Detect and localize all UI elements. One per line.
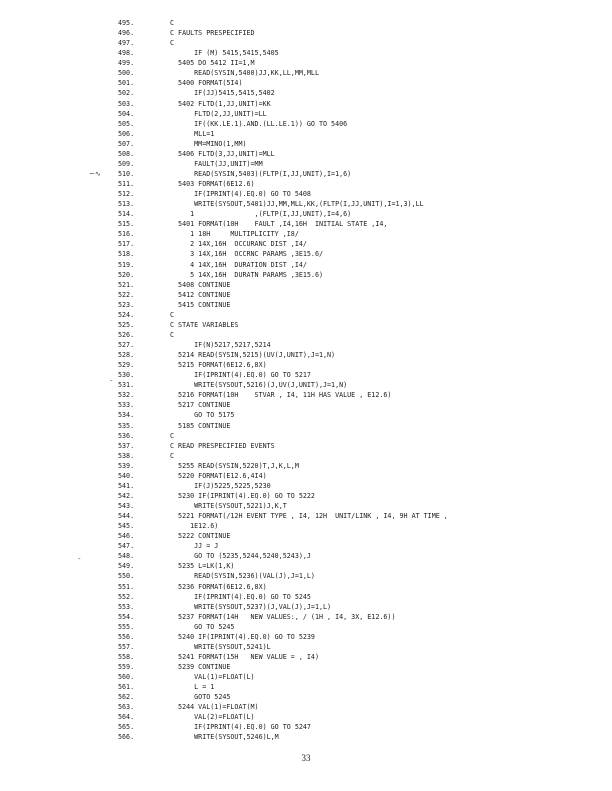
line-number: 538. (118, 451, 135, 460)
code-text: JJ = J (170, 542, 219, 551)
code-line (118, 531, 598, 541)
code-text: READ(SYSIN,5236)(VAL(J),J=1,L) (170, 572, 315, 581)
code-text: 5412 CONTINUE (170, 290, 231, 299)
code-text: FLTD(2,JJ,UNIT)=LL (170, 109, 267, 118)
code-line (118, 129, 598, 139)
code-text: IF(N)5217,5217,5214 (170, 341, 271, 349)
line-number: 558. (118, 652, 135, 661)
code-text: 1E12.6) (170, 522, 219, 531)
code-text: WRITE(SYSOUT,5221)J,K,T (170, 502, 287, 510)
line-number: 562. (118, 693, 135, 702)
code-line (118, 662, 598, 672)
code-line (118, 410, 598, 420)
code-line (118, 471, 598, 481)
code-text: IF (M) 5415,5415,5405 (170, 49, 279, 58)
line-number: 552. (118, 592, 135, 601)
page-number: 33 (301, 753, 311, 763)
code-text: FAULT(JJ,UNIT)=MM (170, 159, 263, 168)
code-line (118, 239, 598, 249)
line-number: 501. (118, 79, 135, 88)
code-text: GO TO 5245 (170, 622, 235, 631)
line-number: 540. (118, 471, 135, 480)
line-number: 503. (118, 99, 135, 108)
code-line (118, 582, 598, 592)
code-text: 5402 FLTD(1,JJ,UNIT)=KK (170, 99, 271, 108)
code-line (118, 260, 598, 270)
code-listing (118, 18, 598, 743)
code-text: WRITE(SYSOUT,5241)L (170, 642, 271, 651)
line-number: 553. (118, 602, 135, 611)
code-text: 5405 DO 5412 II=1,M (170, 59, 255, 68)
code-text: C STATE VARIABLES (170, 320, 239, 329)
code-line (118, 119, 598, 129)
code-line (118, 179, 598, 189)
line-number: 539. (118, 461, 135, 470)
code-text: C FAULTS PRESPECIFIED (170, 29, 255, 38)
line-number: 518. (118, 250, 135, 259)
line-number: 511. (118, 180, 135, 188)
code-line (118, 592, 598, 602)
code-text: 5240 IF(IPRINT(4).EQ.0) GO TO 5239 (170, 632, 315, 641)
code-text: C (170, 39, 175, 48)
line-number: 527. (118, 341, 135, 349)
line-number: 561. (118, 683, 135, 692)
code-text: MLL=1 (170, 129, 215, 138)
code-line (118, 541, 598, 551)
code-line (118, 481, 598, 491)
code-text: C (170, 19, 175, 27)
margin-mark: - (78, 555, 81, 563)
code-text: 5244 VAL(1)=FLOAT(M) (170, 703, 259, 712)
code-text: READ(SYSIN,5400)JJ,KK,LL,MM,MLL (170, 69, 319, 78)
code-text: 4 14X,16H DURATION DIST ,I4/ (170, 260, 307, 269)
line-number: 526. (118, 330, 135, 339)
code-text: IF(IPRINT(4).EQ.0) GO TO 5408 (170, 190, 311, 199)
code-text: 5217 CONTINUE (170, 401, 231, 410)
code-text: GO TO (5235,5244,5240,5243),J (170, 552, 311, 561)
code-line (118, 109, 598, 119)
code-line (118, 340, 598, 350)
line-number: 498. (118, 49, 135, 58)
line-number: 536. (118, 431, 135, 440)
line-number: 500. (118, 69, 135, 78)
code-line (118, 521, 598, 531)
line-number: 521. (118, 280, 135, 289)
line-number: 551. (118, 582, 135, 591)
code-line (118, 551, 598, 561)
line-number: 531. (118, 381, 135, 390)
code-text: IF(IPRINT(4).EQ.0) GO TO 5247 (170, 723, 311, 732)
code-line (118, 732, 598, 742)
code-line (118, 350, 598, 360)
code-line (118, 189, 598, 199)
code-line (118, 642, 598, 652)
code-text: IF(IPRINT(4).EQ.0) GO TO 5217 (170, 371, 311, 380)
line-number: 560. (118, 673, 135, 682)
code-line (118, 441, 598, 451)
code-text: IF(IPRINT(4).EQ.0) GO TO 5245 (170, 592, 311, 601)
code-line (118, 370, 598, 380)
code-text: 5235 L=LK(1,K) (170, 562, 235, 571)
code-line (118, 169, 598, 179)
code-text: 5216 FORMAT(10H STVAR , I4, 11H HAS VALUE , E12.6) (170, 391, 392, 400)
code-line (118, 199, 598, 209)
line-number: 523. (118, 300, 135, 309)
code-text: 5221 FORMAT(/12H EVENT TYPE , I4, 12H UNIT/LINK , I4, 9H AT TIME , (170, 512, 448, 521)
code-line (118, 209, 598, 219)
code-line (118, 511, 598, 521)
line-number: 547. (118, 542, 135, 551)
line-number: 544. (118, 512, 135, 521)
code-text: VAL(1)=FLOAT(L) (170, 673, 255, 682)
code-line (118, 501, 598, 511)
code-line (118, 421, 598, 431)
line-number: 504. (118, 109, 135, 118)
line-number: 495. (118, 19, 135, 27)
code-line (118, 682, 598, 692)
line-number: 505. (118, 119, 135, 128)
code-line (118, 149, 598, 159)
code-line (118, 48, 598, 58)
code-text: 5236 FORMAT(6E12.6,8X) (170, 582, 267, 591)
code-text: 2 14X,16H OCCURANC DIST ,I4/ (170, 240, 307, 249)
code-text: WRITE(SYSOUT,5401)JJ,MM,MLL,KK,(FLTP(I,JJ,UNIT),I=1,3),LL (170, 200, 424, 209)
line-number: 565. (118, 723, 135, 732)
code-text: C READ PRESPECIFIED EVENTS (170, 441, 275, 450)
line-number: 557. (118, 642, 135, 651)
code-text: 5220 FORMAT(E12.6,4I4) (170, 471, 267, 480)
code-line (118, 622, 598, 632)
code-text: WRITE(SYSOUT,5246)L,M (170, 733, 279, 742)
line-number: 510. (118, 169, 135, 178)
code-text: GOTO 5245 (170, 693, 231, 702)
code-line (118, 602, 598, 612)
code-line (118, 58, 598, 68)
line-number: 529. (118, 361, 135, 370)
line-number: 534. (118, 411, 135, 420)
code-line (118, 38, 598, 48)
code-line (118, 390, 598, 400)
code-line (118, 290, 598, 300)
code-text: IF(J)5225,5225,5230 (170, 481, 271, 490)
code-text: C (170, 330, 175, 339)
line-number: 556. (118, 632, 135, 641)
code-line (118, 139, 598, 149)
code-line (118, 249, 598, 259)
code-line (118, 330, 598, 340)
line-number: 524. (118, 310, 135, 319)
code-line (118, 491, 598, 501)
code-line (118, 300, 598, 310)
code-text: GO TO 5175 (170, 411, 235, 420)
code-line (118, 78, 598, 88)
code-line (118, 632, 598, 642)
line-number: 515. (118, 220, 135, 229)
code-line (118, 652, 598, 662)
code-text: 5241 FORMAT(15H NEW VALUE = , I4) (170, 652, 319, 661)
code-line (118, 229, 598, 239)
line-number: 535. (118, 421, 135, 430)
line-number: 522. (118, 290, 135, 299)
code-text: 5239 CONTINUE (170, 663, 231, 671)
line-number: 516. (118, 230, 135, 239)
line-number: 508. (118, 149, 135, 158)
code-line (118, 360, 598, 370)
code-text: 5400 FORMAT(5I4) (170, 79, 243, 88)
code-line (118, 68, 598, 78)
line-number: 496. (118, 29, 135, 38)
margin-mark: ~∿ (89, 170, 101, 178)
code-text: IF((KK.LE.1).AND.(LL.LE.1)) GO TO 5406 (170, 119, 348, 128)
code-text: 5401 FORMAT(10H FAULT ,I4,16H INITIAL STATE ,I4, (170, 220, 388, 229)
code-text: 5222 CONTINUE (170, 532, 231, 541)
line-number: 507. (118, 139, 135, 148)
code-line (118, 461, 598, 471)
code-line (118, 28, 598, 38)
code-line (118, 722, 598, 732)
code-text: MM=MINO(1,MM) (170, 139, 247, 148)
code-text: 1 18H MULTIPLICITY ,I8/ (170, 230, 299, 239)
code-line (118, 672, 598, 682)
code-text: 5237 FORMAT(14H NEW VALUES:, / (1H , I4, 3X, E12.6)) (170, 612, 396, 621)
line-number: 509. (118, 159, 135, 168)
code-line (118, 88, 598, 98)
code-text: READ(SYSIN,5403)(FLTP(I,JJ,UNIT),I=1,6) (170, 169, 352, 178)
code-line (118, 612, 598, 622)
line-number: 513. (118, 200, 135, 209)
code-text: 5403 FORMAT(6E12.6) (170, 180, 255, 188)
code-text: IF(JJ)5415,5415,5402 (170, 89, 275, 98)
line-number: 566. (118, 733, 135, 742)
code-text: VAL(2)=FLOAT(L) (170, 713, 255, 722)
code-line (118, 280, 598, 290)
code-text: WRITE(SYSOUT,5216)(J,UV(J,UNIT),J=1,N) (170, 381, 348, 390)
line-number: 530. (118, 371, 135, 380)
line-number: 520. (118, 270, 135, 279)
code-text: 5214 READ(SYSIN,5215)(UV(J,UNIT),J=1,N) (170, 351, 336, 360)
code-line (118, 400, 598, 410)
line-number: 550. (118, 572, 135, 581)
line-number: 543. (118, 502, 135, 510)
line-number: 519. (118, 260, 135, 269)
code-line (118, 310, 598, 320)
line-number: 555. (118, 622, 135, 631)
code-text: 5230 IF(IPRINT(4).EQ.0) GO TO 5222 (170, 491, 315, 500)
line-number: 517. (118, 240, 135, 249)
code-line (118, 571, 598, 581)
line-number: 514. (118, 210, 135, 219)
code-line (118, 159, 598, 169)
code-text: C (170, 310, 175, 319)
code-text: C (170, 431, 175, 440)
line-number: 506. (118, 129, 135, 138)
line-number: 525. (118, 320, 135, 329)
line-number: 554. (118, 612, 135, 621)
line-number: 549. (118, 562, 135, 571)
line-number: 499. (118, 59, 135, 68)
line-number: 497. (118, 39, 135, 48)
code-text: 5255 READ(SYSIN,5220)T,J,K,L,M (170, 461, 299, 470)
line-number: 537. (118, 441, 135, 450)
code-line (118, 99, 598, 109)
code-line (118, 692, 598, 702)
code-line (118, 702, 598, 712)
margin-mark: - (110, 377, 113, 385)
code-text: 5406 FLTD(3,JJ,UNIT)=MLL (170, 149, 275, 158)
line-number: 559. (118, 663, 135, 671)
code-text: 5215 FORMAT(6E12.6,8X) (170, 361, 267, 370)
code-text: C (170, 451, 175, 460)
code-line (118, 320, 598, 330)
code-line (118, 712, 598, 722)
code-text: 5408 CONTINUE (170, 280, 231, 289)
line-number: 502. (118, 89, 135, 98)
code-text: 5185 CONTINUE (170, 421, 231, 430)
code-line (118, 451, 598, 461)
code-line (118, 380, 598, 390)
line-number: 548. (118, 552, 135, 561)
line-number: 563. (118, 703, 135, 712)
line-number: 541. (118, 481, 135, 490)
line-number: 528. (118, 351, 135, 360)
code-text: 5 14X,16H DURATN PARAMS ,3E15.6) (170, 270, 323, 279)
code-line (118, 270, 598, 280)
line-number: 512. (118, 190, 135, 199)
line-number: 533. (118, 401, 135, 410)
code-line (118, 219, 598, 229)
code-line (118, 431, 598, 441)
code-line (118, 18, 598, 28)
code-text: WRITE(SYSOUT,5237)(J,VAL(J),J=1,L) (170, 602, 332, 611)
line-number: 532. (118, 391, 135, 400)
line-number: 545. (118, 522, 135, 531)
code-text: 1 ,(FLTP(I,JJ,UNIT),I=4,6) (170, 210, 352, 219)
code-line (118, 561, 598, 571)
code-text: L = 1 (170, 683, 215, 692)
line-number: 546. (118, 532, 135, 541)
code-text: 5415 CONTINUE (170, 300, 231, 309)
code-text: 3 14X,16H OCCRNC PARAMS ,3E15.6/ (170, 250, 323, 259)
line-number: 564. (118, 713, 135, 722)
line-number: 542. (118, 491, 135, 500)
